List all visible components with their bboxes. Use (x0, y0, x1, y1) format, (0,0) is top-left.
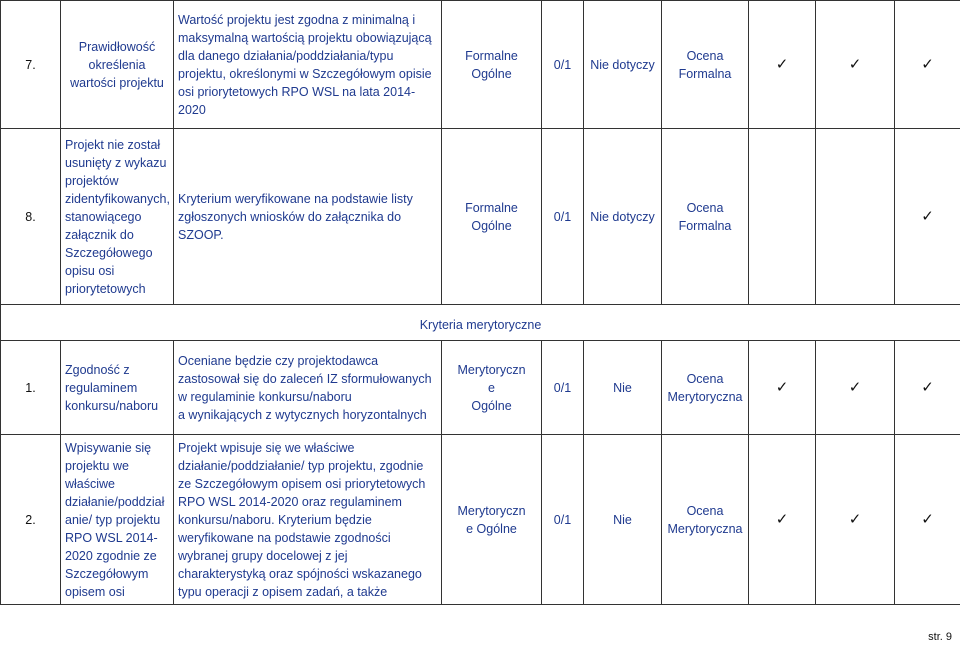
check-mark-icon: ✓ (895, 1, 960, 129)
criterion-not-applicable: Nie dotyczy (584, 1, 662, 129)
criterion-number: 8. (1, 129, 61, 305)
criterion-type: Formalne Ogólne (442, 129, 542, 305)
criterion-method: Ocena Merytoryczna (662, 341, 749, 435)
check-mark-icon: ✓ (895, 435, 960, 605)
criterion-not-applicable: Nie dotyczy (584, 129, 662, 305)
table-row (1, 129, 960, 305)
check-mark-icon: ✓ (749, 1, 816, 129)
criterion-type: Merytoryczn e Ogólne (442, 341, 542, 435)
check-mark-icon (816, 129, 895, 305)
criterion-method: Ocena Merytoryczna (662, 435, 749, 605)
check-mark-icon: ✓ (816, 1, 895, 129)
criterion-method: Ocena Formalna (662, 1, 749, 129)
criterion-not-applicable: Nie (584, 341, 662, 435)
criterion-scale: 0/1 (542, 341, 584, 435)
section-heading: Kryteria merytoryczne (1, 305, 960, 341)
criterion-number: 1. (1, 341, 61, 435)
criterion-type: Formalne Ogólne (442, 1, 542, 129)
criterion-name: Projekt nie został usunięty z wykazu projektów zidentyfikowanych, stanowiącego załącznik do Szczegółowego opisu osi priorytetowych (61, 129, 174, 305)
check-mark-icon: ✓ (749, 435, 816, 605)
criterion-number: 2. (1, 435, 61, 605)
criterion-number: 7. (1, 1, 61, 129)
criterion-description: Oceniane będzie czy projektodawca zastosował się do zaleceń IZ sformułowanych w regulaminie konkursu/naboru a wynikających z wytycznych horyzontalnych (174, 341, 442, 435)
check-mark-icon (749, 129, 816, 305)
check-mark-icon: ✓ (749, 341, 816, 435)
check-mark-icon: ✓ (895, 129, 960, 305)
criterion-type: Merytoryczn e Ogólne (442, 435, 542, 605)
criterion-name: Wpisywanie się projektu we właściwe działanie/poddział anie/ typ projektu RPO WSL 2014-2020 zgodnie ze Szczegółowym opisem osi (61, 435, 174, 605)
check-mark-icon: ✓ (816, 435, 895, 605)
page-number: str. 9 (928, 631, 952, 643)
criterion-not-applicable: Nie (584, 435, 662, 605)
criterion-name: Zgodność z regulaminem konkursu/naboru (61, 341, 174, 435)
table-row (1, 1, 960, 129)
check-mark-icon: ✓ (895, 341, 960, 435)
criterion-description: Wartość projektu jest zgodna z minimalną i maksymalną wartością projektu obowiązującą dla danego działania/poddziałania/typu projektu, określonymi w Szczegółowym opisie osi priorytetowych RPO WSL na lata 2014-2020 (174, 1, 442, 129)
criterion-scale: 0/1 (542, 1, 584, 129)
table-row (1, 341, 960, 435)
section-heading-row (1, 305, 960, 341)
criterion-scale: 0/1 (542, 435, 584, 605)
table-row (1, 435, 960, 605)
criterion-description: Kryterium weryfikowane na podstawie listy zgłoszonych wniosków do załącznika do SZOOP. (174, 129, 442, 305)
criterion-method: Ocena Formalna (662, 129, 749, 305)
check-mark-icon: ✓ (816, 341, 895, 435)
criterion-description: Projekt wpisuje się we właściwe działanie/poddziałanie/ typ projektu, zgodnie ze Szczegółowym opisem osi priorytetowych RPO WSL 2014-2020 oraz regulaminem konkursu/naboru. Kryterium będzie weryfikowane na podstawie zgodności wybranej grupy docelowej z jej charakterystyką oraz spójności wskazanego typu operacji z opisem zadań, a także (174, 435, 442, 605)
criterion-scale: 0/1 (542, 129, 584, 305)
criterion-name: Prawidłowość określenia wartości projektu (61, 1, 174, 129)
